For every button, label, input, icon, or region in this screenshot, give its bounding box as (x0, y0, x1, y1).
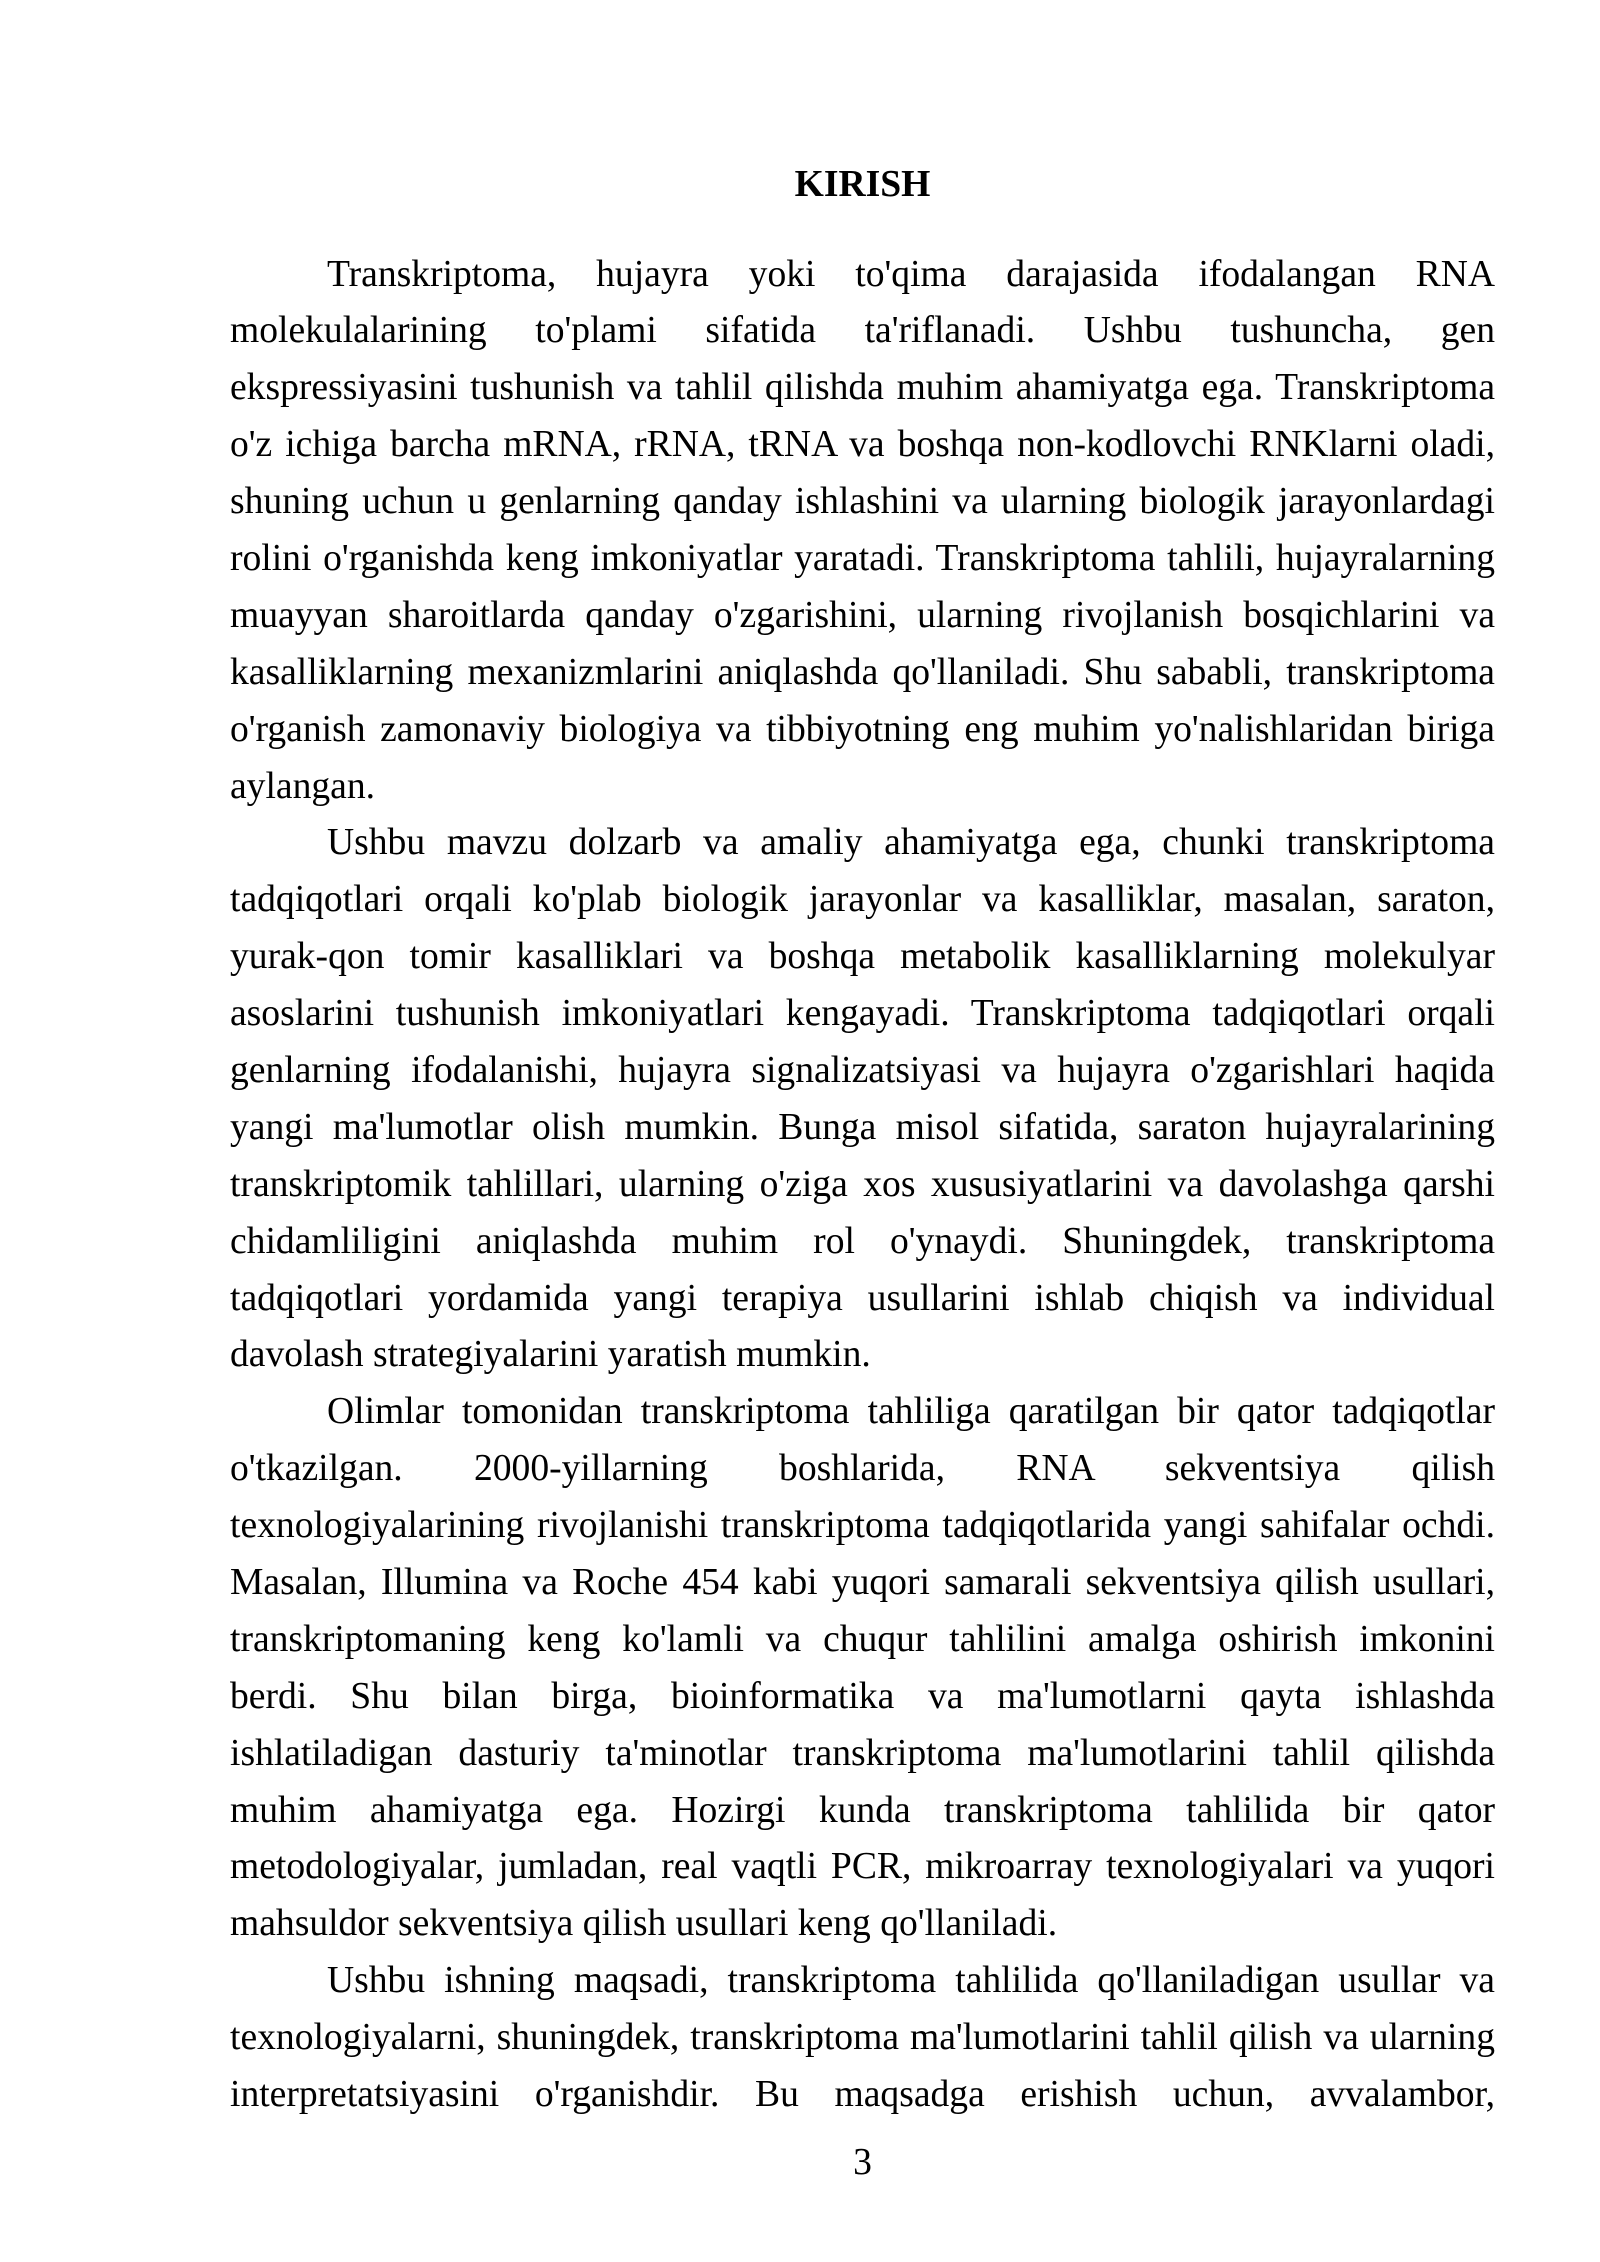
text-line: interpretatsiyasini o'rganishdir. Bu maqsadga erishish uchun, avvalambor, (230, 2074, 1495, 2115)
text-line: genlarning ifodalanishi, hujayra signalizatsiyasi va hujayra o'zgarishlari haqida (230, 1049, 1495, 1091)
text-line: berdi. Shu bilan birga, bioinformatika va ma'lumotlarni qayta ishlashda (230, 1675, 1495, 1717)
text-line: yurak-qon tomir kasalliklari va boshqa metabolik kasalliklarning molekulyar (230, 936, 1495, 978)
text-line: o'z ichiga barcha mRNA, rRNA, tRNA va boshqa non-kodlovchi RNKlarni oladi, (230, 424, 1495, 466)
text-line: Olimlar tomonidan transkriptoma tahliliga qaratilgan bir qator tadqiqotlar (327, 1391, 1495, 1433)
text-line: davolash strategiyalarini yaratish mumkin. (230, 1334, 871, 1376)
text-line: muayyan sharoitlarda qanday o'zgarishini, ularning rivojlanish bosqichlarini va (230, 594, 1495, 636)
document-body (230, 247, 1495, 2124)
page-number: 3 (853, 2142, 872, 2183)
text-line: ishlatiladigan dasturiy ta'minotlar transkriptoma ma'lumotlarini tahlil qilishda (230, 1732, 1495, 1774)
section-title: KIRISH (794, 164, 931, 205)
paragraph-2 (230, 815, 1495, 1384)
text-line: rolini o'rganishda keng imkoniyatlar yaratadi. Transkriptoma tahlili, hujayralarning (230, 537, 1495, 579)
text-line: aylangan. (230, 765, 376, 807)
text-line: Ushbu ishning maqsadi, transkriptoma tahlilida qo'llaniladigan usullar va (327, 1960, 1495, 2002)
text-line: ekspressiyasini tushunish va tahlil qilishda muhim ahamiyatga ega. Transkriptoma (230, 367, 1495, 409)
text-line: o'tkazilgan. 2000-yillarning boshlarida, RNA sekventsiya qilish (230, 1448, 1495, 1490)
text-line: Ushbu mavzu dolzarb va amaliy ahamiyatga ega, chunki transkriptoma (327, 822, 1495, 864)
text-line: transkriptomaning keng ko'lamli va chuqur tahlilini amalga oshirish imkonini (230, 1618, 1495, 1660)
text-line: tadqiqotlari yordamida yangi terapiya usullarini ishlab chiqish va individual (230, 1277, 1495, 1319)
text-line: Transkriptoma, hujayra yoki to'qima darajasida ifodalangan RNA (327, 253, 1495, 295)
text-line: tadqiqotlari orqali ko'plab biologik jarayonlar va kasalliklar, masalan, saraton, (230, 879, 1495, 921)
text-line: texnologiyalarining rivojlanishi transkriptoma tadqiqotlarida yangi sahifalar ochdi. (230, 1505, 1495, 1547)
text-line: yangi ma'lumotlar olish mumkin. Bunga misol sifatida, saraton hujayralarining (230, 1106, 1495, 1148)
text-line: metodologiyalar, jumladan, real vaqtli PCR, mikroarray texnologiyalari va yuqori (230, 1846, 1495, 1888)
paragraph-4 (230, 1953, 1495, 2124)
paragraph-1 (230, 247, 1495, 816)
text-line: chidamliligini aniqlashda muhim rol o'ynaydi. Shuningdek, transkriptoma (230, 1220, 1495, 1262)
text-line: shuning uchun u genlarning qanday ishlashini va ularning biologik jarayonlardagi (230, 481, 1495, 523)
text-line: molekulalarining to'plami sifatida ta'riflanadi. Ushbu tushuncha, gen (230, 310, 1495, 352)
text-line: texnologiyalarni, shuningdek, transkriptoma ma'lumotlarini tahlil qilish va ularning (230, 2017, 1495, 2059)
text-line: kasalliklarning mexanizmlarini aniqlashda qo'llaniladi. Shu sababli, transkriptoma (230, 651, 1495, 693)
text-line: asoslarini tushunish imkoniyatlari kengayadi. Transkriptoma tadqiqotlari orqali (230, 993, 1495, 1035)
text-line: o'rganish zamonaviy biologiya va tibbiyotning eng muhim yo'nalishlaridan biriga (230, 708, 1495, 750)
text-line: Masalan, Illumina va Roche 454 kabi yuqori samarali sekventsiya qilish usullari, (230, 1561, 1495, 1603)
paragraph-3 (230, 1384, 1495, 1953)
text-line: muhim ahamiyatga ega. Hozirgi kunda transkriptoma tahlilida bir qator (230, 1789, 1495, 1831)
text-line: transkriptomik tahlillari, ularning o'ziga xos xususiyatlarini va davolashga qarshi (230, 1163, 1495, 1205)
text-line: mahsuldor sekventsiya qilish usullari keng qo'llaniladi. (230, 1903, 1058, 1945)
